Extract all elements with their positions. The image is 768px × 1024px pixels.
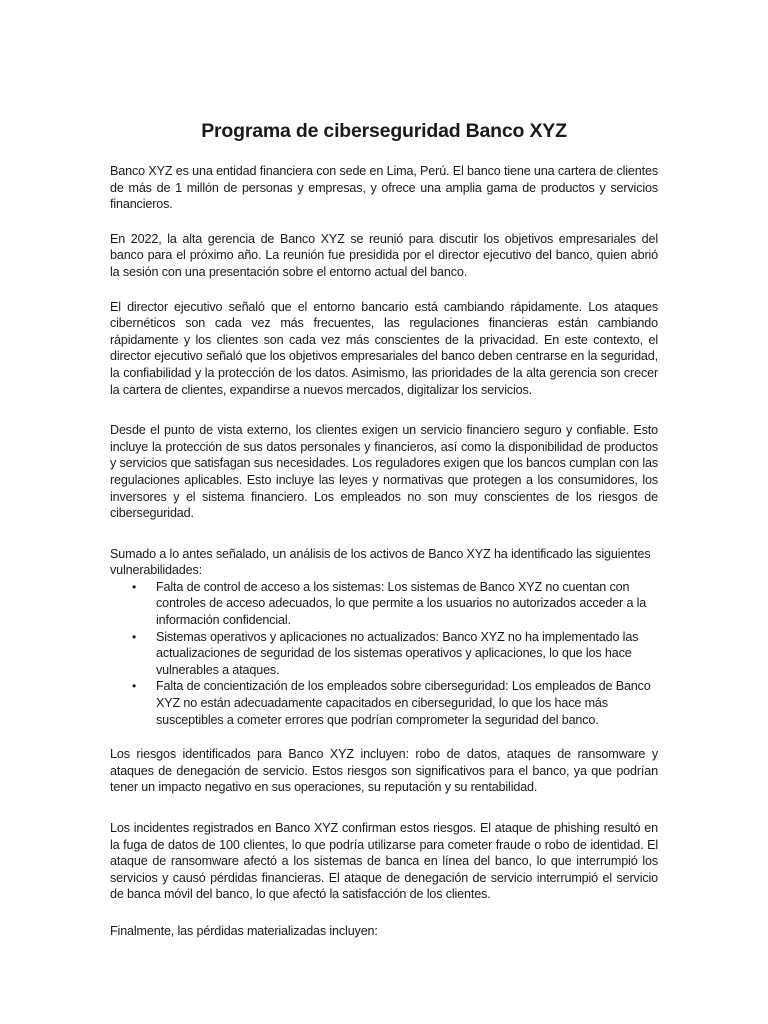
list-item [110,678,658,728]
bullet-icon: • [132,679,137,694]
paragraph-environment: El director ejecutivo señaló que el entorno bancario está cambiando rápidamente. Los ataques cibernéticos son cada vez más frecuentes, las regulaciones financieras están cambiando rápidamente y los clientes son cada vez más conscientes de la privacidad. En este contexto, el director ejecutivo señaló que los objetivos empresariales del banco deben centrarse en la seguridad, la confiabilidad y la protección de los datos. Asimismo, las prioridades de la alta gerencia son crecer la cartera de clientes, expandirse a nuevos mercados, digitalizar los servicios. [110,299,658,397]
paragraph-vulnerabilities-intro: Sumado a lo antes señalado, un análisis de los activos de Banco XYZ ha identificado las siguientes vulnerabilidades: [110,546,651,578]
document-body [110,120,658,940]
paragraph-final: Finalmente, las pérdidas materializadas incluyen: [110,923,378,938]
list-item-text: Sistemas operativos y aplicaciones no actualizados: Banco XYZ no ha implementado las actualizaciones de seguridad de los sistemas operativos y aplicaciones, lo que los hace vulnerables a ataques. [156,629,639,677]
bullet-icon: • [132,579,137,594]
bullet-icon: • [132,629,137,644]
list-item [110,629,658,679]
paragraph-risks: Los riesgos identificados para Banco XYZ incluyen: robo de datos, ataques de ransomware y ataques de denegación de servicio. Estos riesgos son significativos para el banco, ya que podrían tener un impacto negativo en sus operaciones, su reputación y su rentabilidad. [110,747,658,795]
paragraph-incidents: Los incidentes registrados en Banco XYZ confirman estos riesgos. El ataque de phishing resultó en la fuga de datos de 100 clientes, lo que podría utilizarse para cometer fraude o robo de identidad. El ataque de ransomware afectó a los sistemas de banca en línea del banco, lo que interrumpió los servicios y causó pérdidas financieras. El ataque de denegación de servicio interrumpió el servicio de banca móvil del banco, lo que afectó la satisfacción de los clientes. [110,821,658,902]
list-item-text: Falta de concientización de los empleados sobre ciberseguridad: Los empleados de Banco XYZ no están adecuadamente capacitados en ciberseguridad, lo que los hace más susceptibles a cometer errores que podrían comprometer la seguridad del banco. [156,679,651,727]
list-item [110,579,658,629]
document-title: Programa de ciberseguridad Banco XYZ [201,120,567,142]
vulnerabilities-list [110,579,658,728]
paragraph-external-view: Desde el punto de vista externo, los clientes exigen un servicio financiero seguro y confiable. Esto incluye la protección de sus datos personales y financieros, así como la disponibilidad de productos y servicios que satisfagan sus necesidades. Los reguladores exigen que los bancos cumplan con las regulaciones aplicables. Esto incluye las leyes y normativas que protegen a los consumidores, los inversores y el sistema financiero. Los empleados no son muy conscientes de los riesgos de ciberseguridad. [110,423,658,521]
paragraph-meeting: En 2022, la alta gerencia de Banco XYZ se reunió para discutir los objetivos empresariales del banco para el próximo año. La reunión fue presidida por el director ejecutivo del banco, quien abrió la sesión con una presentación sobre el entorno actual del banco. [110,231,658,279]
list-item-text: Falta de control de acceso a los sistemas: Los sistemas de Banco XYZ no cuentan con controles de acceso adecuados, lo que permite a los usuarios no autorizados acceder a la información confidencial. [156,579,647,628]
paragraph-intro: Banco XYZ es una entidad financiera con sede en Lima, Perú. El banco tiene una cartera de clientes de más de 1 millón de personas y empresas, y ofrece una amplia gama de productos y servicios financieros. [110,164,658,212]
